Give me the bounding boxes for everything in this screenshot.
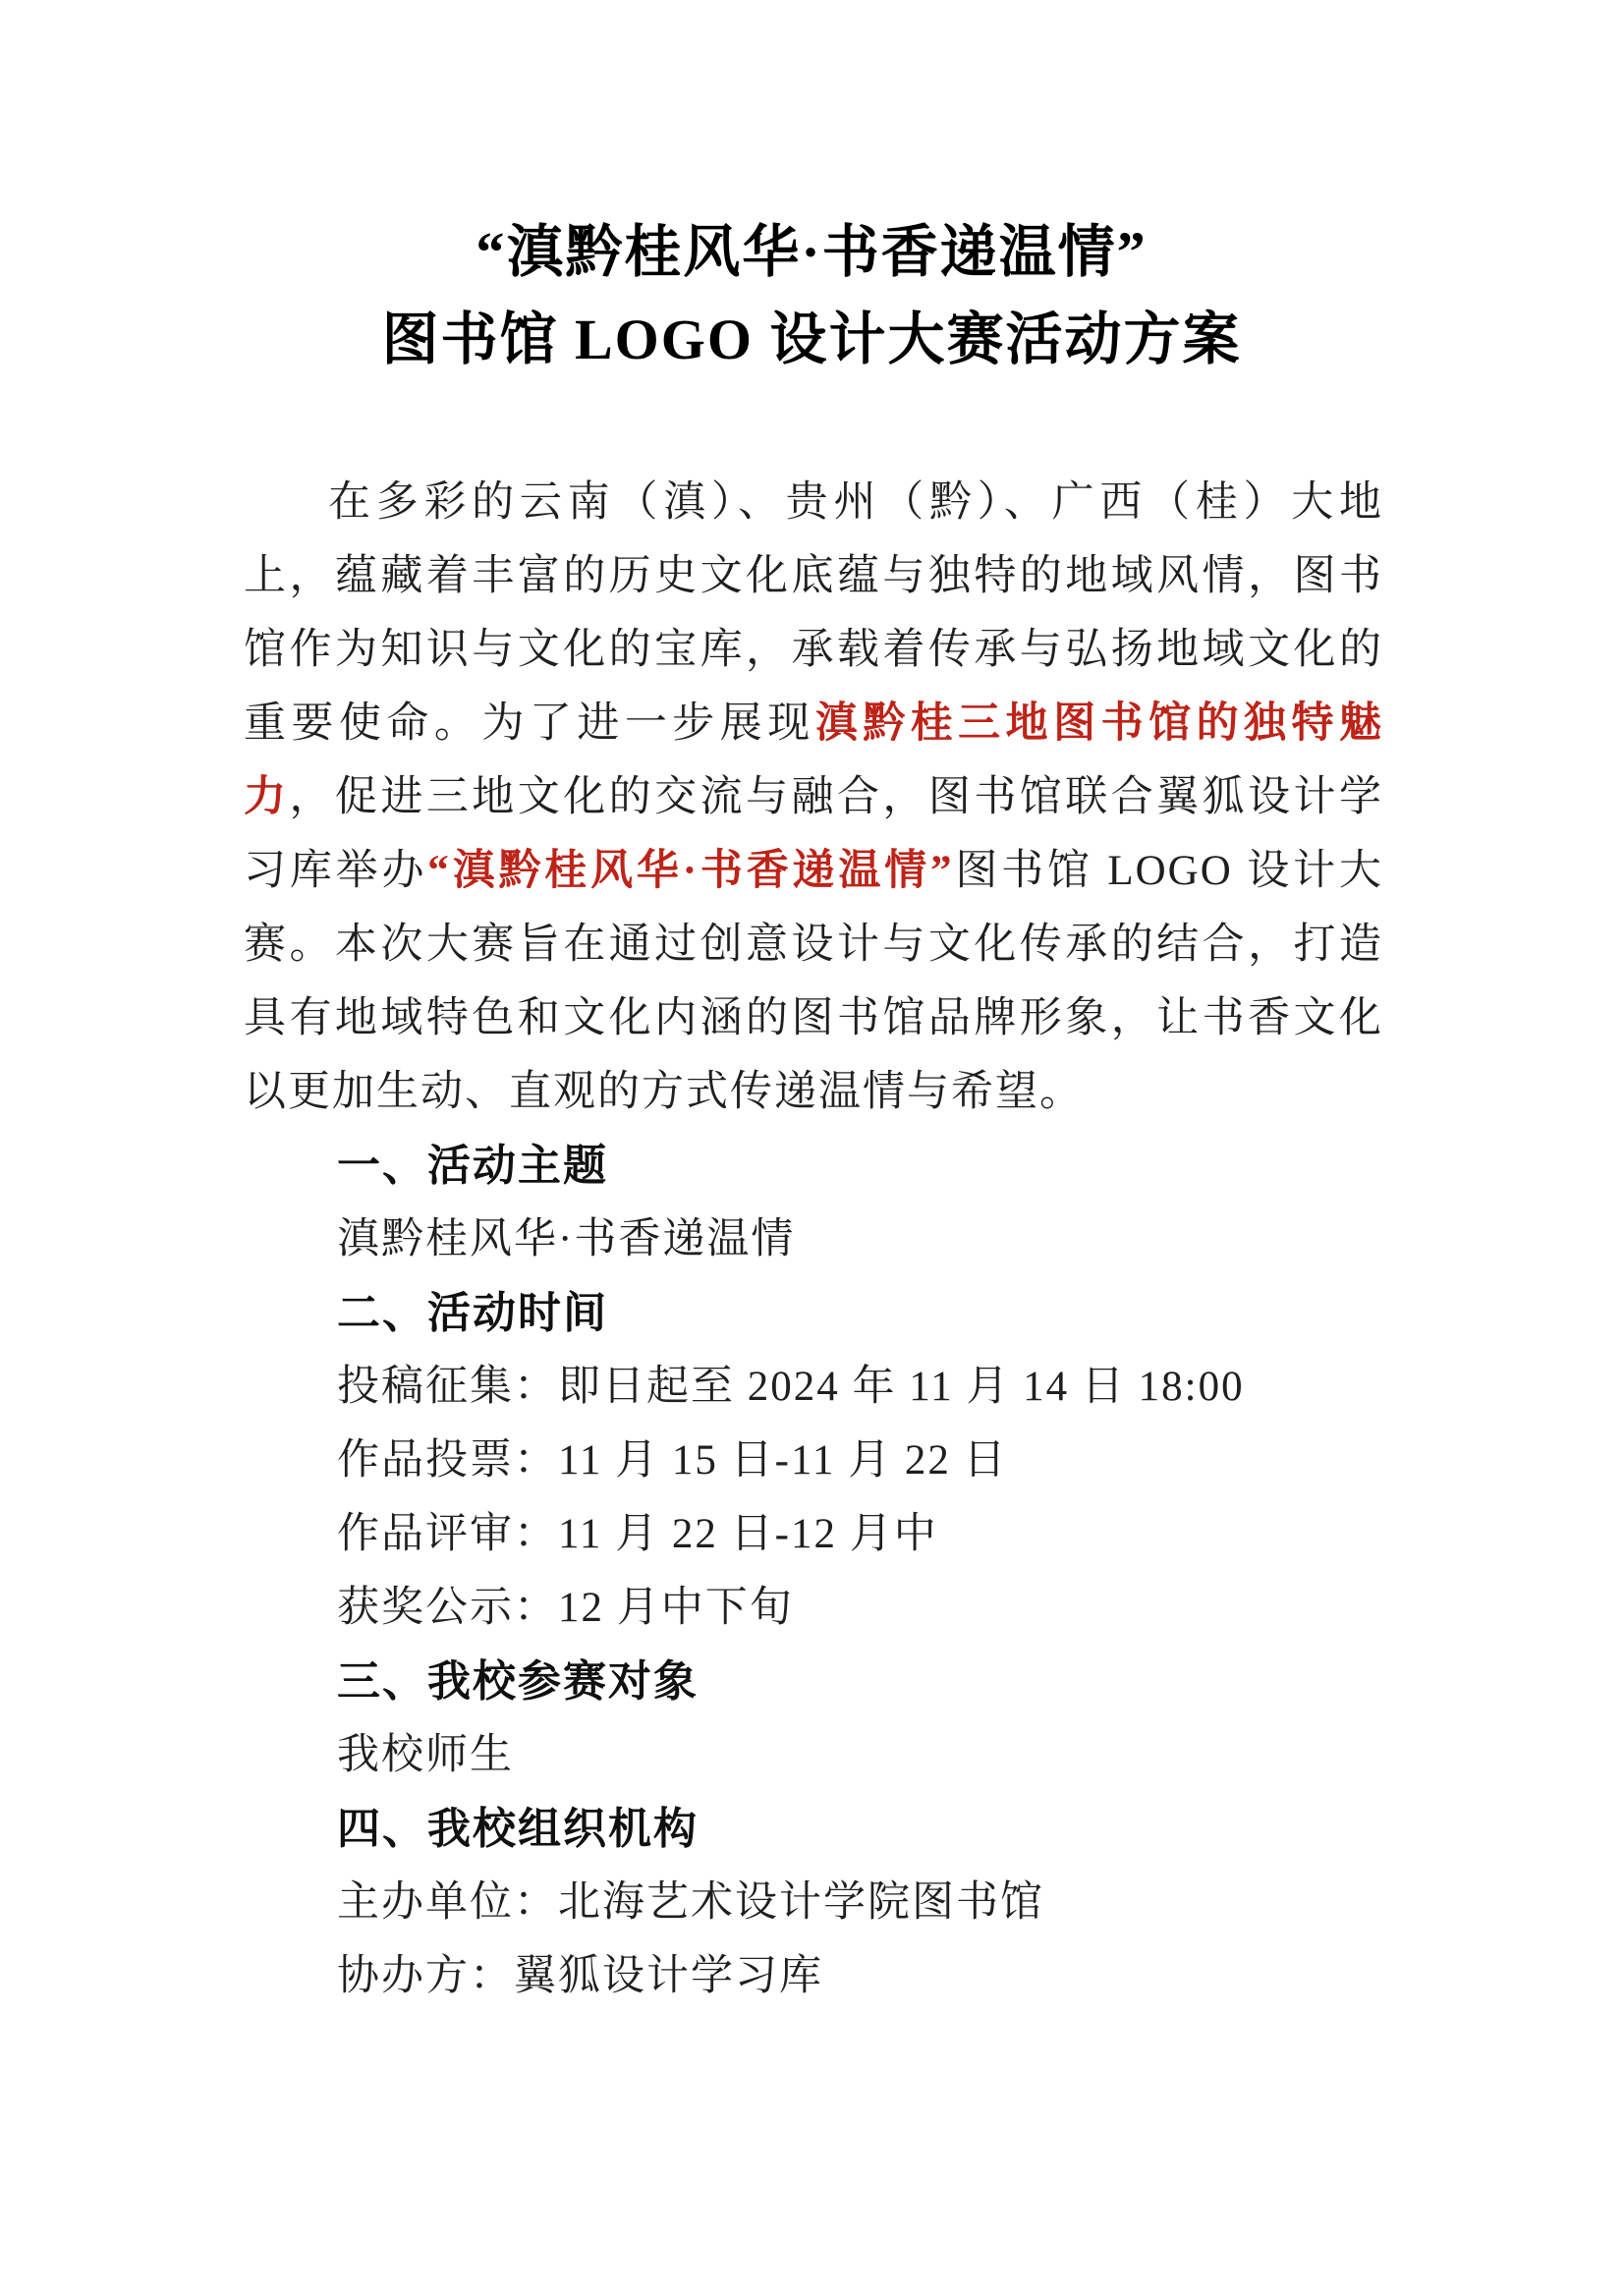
section-item: 协办方：翼狐设计学习库 (337, 1953, 823, 1999)
section-item: 我校师生 (337, 1732, 514, 1778)
document-title-line-2: 图书馆 LOGO 设计大赛活动方案 (381, 308, 1242, 371)
section-heading: 二、活动时间 (337, 1289, 608, 1337)
paragraph-segment: ，促进三地文化的交流与融合，图书馆联合翼狐设计学习库举办 (244, 774, 1384, 894)
paragraph-segment: “滇黔桂风华·书香递温情” (427, 848, 954, 894)
paragraph-segment: 图书馆 LOGO 设计大赛。本次大赛旨在通过创意设计与文化传承的结合，打造具有地域特色和文化内涵的图书馆品牌形象，让书香文化以更加生动、直观的方式传递温情与希望。 (244, 848, 1383, 1115)
section-item: 作品投票：11 月 15 日-11 月 22 日 (337, 1437, 1008, 1484)
document-body (244, 466, 1383, 2013)
section-heading: 三、我校参赛对象 (337, 1657, 699, 1706)
paragraph-segment: 滇黔桂三地图书馆的独特魅力 (244, 700, 1384, 820)
section-item: 获奖公示：12 月中下旬 (337, 1585, 794, 1631)
intro-paragraph (244, 466, 1383, 1129)
section-heading: 四、我校组织机构 (337, 1805, 699, 1853)
section-item: 滇黔桂风华·书香递温情 (337, 1216, 796, 1262)
section-item: 主办单位：北海艺术设计学院图书馆 (337, 1879, 1044, 1926)
paragraph-segment: 在多彩的云南（滇）、贵州（黔）、广西（桂）大地上，蕴藏着丰富的历史文化底蕴与独特的地域风情，图书馆作为知识与文化的宝库，承载着传承与弘扬地域文化的重要使命。为了进一步展现 (244, 479, 1383, 747)
section-list (244, 1129, 1383, 2013)
document-title (0, 0, 1623, 383)
section-item: 作品评审：11 月 22 日-12 月中 (337, 1511, 938, 1557)
section-item: 投稿征集：即日起至 2024 年 11 月 14 日 18:00 (337, 1364, 1245, 1410)
section-heading: 一、活动主题 (337, 1142, 608, 1190)
document-title-line-1: “滇黔桂风华·书香递温情” (476, 220, 1147, 284)
